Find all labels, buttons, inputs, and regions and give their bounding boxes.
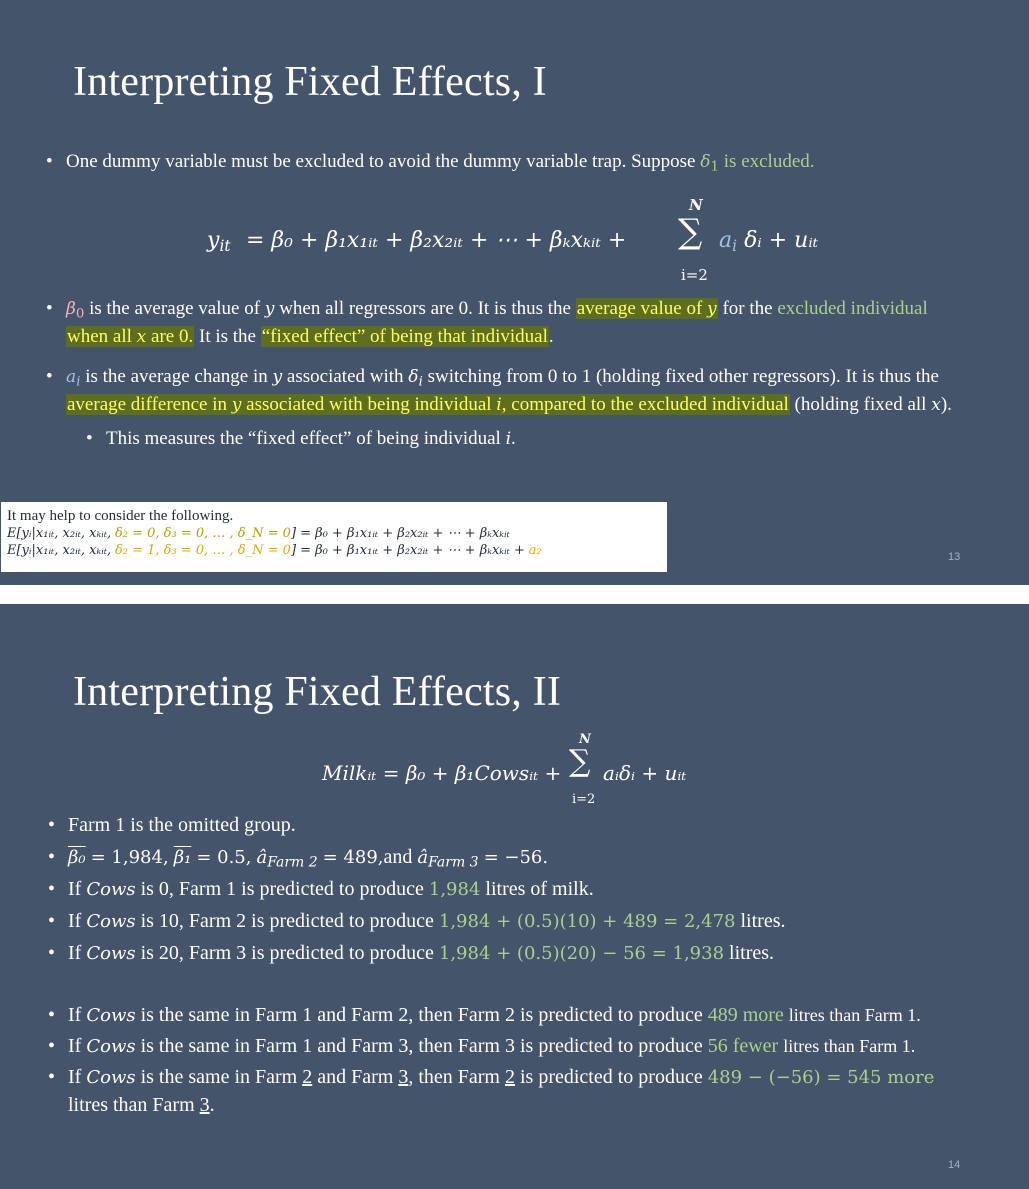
alpha-2: a₂ <box>528 543 542 558</box>
highlight-text: average value of <box>576 298 703 319</box>
alpha-sub: i <box>76 374 81 390</box>
prediction-value: 1,984 <box>428 879 481 900</box>
alpha-symbol: a <box>66 367 77 387</box>
delta-sub: i <box>418 374 423 390</box>
var-cows: Cows <box>86 1067 136 1088</box>
slide-14 <box>0 604 1029 1189</box>
highlight-fixed-effect: “fixed effect” of being that individual <box>261 326 548 347</box>
difference-value: 489 − (−56) = 545 more <box>707 1067 935 1088</box>
eq-lhs: y <box>207 228 220 253</box>
var-i: i <box>505 429 512 449</box>
page-number: 13 <box>948 551 961 563</box>
text: . <box>548 326 554 347</box>
sum-symbol: ∑ <box>569 744 591 779</box>
text: when all regressors are 0. It is thus the <box>279 298 571 319</box>
var-cows: Cows <box>86 1005 136 1026</box>
var-y: y <box>231 395 242 415</box>
bullet-estimates <box>48 842 548 878</box>
text: is 10, Farm 2 is predicted to produce <box>140 910 434 932</box>
bullet-text: One dummy variable must be excluded to avoid the dummy variable trap. Suppose <box>66 151 696 172</box>
prediction-value: 1,984 + (0.5)(20) − 56 = 1,938 <box>438 943 725 964</box>
excluded-individual-text: excluded individual <box>777 298 928 319</box>
beta0-hat: β₀ <box>68 847 86 868</box>
note-intro: It may help to consider the following. <box>7 508 234 524</box>
beta0-sub: 0 <box>75 306 85 322</box>
text: litres. <box>740 910 786 932</box>
var-cows: Cows <box>86 911 136 932</box>
farm-number: 2 <box>302 1066 313 1088</box>
var-cows: Cows <box>86 879 136 900</box>
bullet-dot: • <box>48 1004 56 1026</box>
sum-lower-limit: i=2 <box>681 266 708 284</box>
text: and <box>383 846 413 868</box>
farm-number: 3 <box>398 1066 409 1088</box>
bullet-dot: • <box>48 878 56 900</box>
bullet-dot: • <box>48 846 56 868</box>
text: litres than Farm 1. <box>788 1005 921 1025</box>
bullet-dot: • <box>48 910 56 932</box>
var-cows: Cows <box>86 1036 136 1057</box>
dummy-conditions: δ₂ = 0, δ₃ = 0, … , δ_N = 0 <box>114 526 291 541</box>
value: = 1,984, <box>90 847 169 868</box>
eq-main: Milkᵢₜ = β₀ + β₁Cowsᵢₜ + <box>322 761 562 785</box>
text: litres of milk. <box>485 878 594 900</box>
text: If <box>68 1066 82 1088</box>
bullet-dot: • <box>48 1035 56 1057</box>
sum-upper-limit: N <box>689 196 703 214</box>
text: litres than Farm <box>68 1094 195 1116</box>
note-box <box>0 501 668 573</box>
text: is the same in Farm 1 and Farm 2, then Farm 2 is predicted to produce <box>140 1004 703 1026</box>
text: This measures the “fixed effect” of being individual <box>106 428 501 449</box>
value: = 489, <box>322 847 384 868</box>
text: If <box>68 910 82 932</box>
text: It is the <box>199 326 256 347</box>
bullet-omitted-group <box>48 810 296 840</box>
value: = −56. <box>483 847 549 868</box>
var-x: x <box>931 395 941 415</box>
var-y: y <box>264 299 275 319</box>
bullet-dot: • <box>48 814 56 836</box>
sum-symbol: ∑ <box>678 212 703 252</box>
farm-number: 3 <box>199 1094 210 1116</box>
delta-subscript: 1 <box>710 159 720 175</box>
text: Farm 1 is the omitted group. <box>68 814 296 836</box>
text: litres. <box>729 942 775 964</box>
bullet-dot: • <box>46 151 53 172</box>
var-cows: Cows <box>86 943 136 964</box>
delta-symbol: δ <box>700 152 711 172</box>
text: ). <box>940 394 952 415</box>
alpha-sub: Farm 2 <box>267 854 318 871</box>
text: If <box>68 878 82 900</box>
eq-tail: aᵢδᵢ + uᵢₜ <box>603 761 687 785</box>
sum-lower-limit: i=2 <box>572 792 596 807</box>
var-i: i <box>496 395 502 415</box>
text: is 20, Farm 3 is predicted to produce <box>140 942 434 964</box>
text: and Farm <box>317 1066 394 1088</box>
highlight-text: are 0. <box>151 326 194 347</box>
expectation-rhs: ] = β₀ + β₁x₁ᵢₜ + β₂x₂ᵢₜ + ⋯ + βₖxₖᵢₜ + <box>290 543 525 558</box>
text: is the same in Farm <box>140 1066 298 1088</box>
farm-number: 2 <box>504 1066 515 1088</box>
difference-value: 56 fewer <box>707 1035 779 1057</box>
eq-alpha: a <box>719 228 733 253</box>
bullet-farm1-vs-farm3 <box>48 1031 915 1062</box>
text: If <box>68 942 82 964</box>
slide-title: Interpreting Fixed Effects, I <box>73 59 547 105</box>
var-y: y <box>707 299 717 319</box>
text: . <box>511 428 516 449</box>
alpha-hat: â <box>256 847 268 868</box>
slide-13: Interpreting Fixed Effects, I • One dummy variable must be excluded to avoid the dummy variable trap. Suppose $\delta_1$ is excluded. $y_{it}$ = β₀ + β₁x₁ᵢₜ + β₂x₂ᵢₜ + ⋯ + βₖxₖᵢₜ + N ∑ i=2 $a_i$ δᵢ + uᵢₜ • $\beta_0$ is the average value of y when all regressors are 0. It is thus the average value of y for the excluded individual when all x are 0. It is the “fixed effect” of being that individual. • $a_i$ is the average change in y associated with $\delta_i$ switching from 0 to 1 (holding fixed other regressors). It is thus the average difference in y associated with being individual i, compared to the excluded individual (holding fixed all x). • This measures the “fixed effect” of being individual i. It may help to consider the following. E[yᵢ|x₁ᵢₜ, x₂ᵢₜ, xₖᵢₜ, δ₂ = 0, δ₃ = 0, … , δ_N = 0] = β₀ + β₁x₁ᵢₜ + β₂x₂ᵢₜ + ⋯ + βₖxₖᵢₜ E[yᵢ|x₁ᵢₜ, x₂ᵢₜ, xₖᵢₜ, δ₂ = 1, δ₃ = 0, … , δ_N = 0] = β₀ + β₁x₁ᵢₜ + β₂x₂ᵢₜ + ⋯ + βₖxₖᵢₜ + a₂ 13 <box>0 0 1029 585</box>
bullet-dot: • <box>46 366 53 387</box>
text: If <box>68 1035 82 1057</box>
bullet-farm1-vs-farm2 <box>48 1000 921 1031</box>
bullet-farm2-vs-farm3 <box>48 1062 934 1093</box>
bullet-dot: • <box>86 428 93 449</box>
page-number: 14 <box>948 1159 961 1171</box>
text: is the average value of <box>89 298 261 319</box>
text: , then Farm <box>408 1066 500 1088</box>
expectation-lhs: E[yᵢ|x₁ᵢₜ, x₂ᵢₜ, xₖᵢₜ, <box>7 543 112 558</box>
expectation-rhs: ] = β₀ + β₁x₁ᵢₜ + β₂x₂ᵢₜ + ⋯ + βₖxₖᵢₜ <box>290 526 510 541</box>
excluded-text: is excluded. <box>723 151 815 172</box>
highlight-text: when all <box>67 326 132 347</box>
text: If <box>68 1004 82 1026</box>
dummy-conditions: δ₂ = 1, δ₃ = 0, … , δ_N = 0 <box>114 543 291 558</box>
bullet-dot: • <box>48 942 56 964</box>
var-y: y <box>272 367 283 387</box>
text: is the average change in <box>85 366 268 387</box>
text: for the <box>722 298 773 319</box>
var-x: x <box>136 327 147 347</box>
eq-body: = β₀ + β₁x₁ᵢₜ + β₂x₂ᵢₜ + ⋯ + βₖxₖᵢₜ + <box>246 228 627 253</box>
text: litres than Farm 1. <box>783 1036 916 1056</box>
bullet-farm2-vs-farm3-line2 <box>68 1090 215 1120</box>
note-row-1 <box>7 525 667 542</box>
difference-value: 489 more <box>707 1004 784 1026</box>
highlight-text: , compared to the excluded individual <box>501 394 789 415</box>
bullet-cows-0 <box>48 874 594 905</box>
text: associated with <box>286 366 404 387</box>
text: (holding fixed all <box>794 394 927 415</box>
sum-upper-limit: N <box>579 732 591 747</box>
text: is predicted to produce <box>519 1066 703 1088</box>
note-row-2 <box>7 542 667 559</box>
highlight-text: average difference in <box>67 394 227 415</box>
beta0-symbol: β <box>66 299 76 319</box>
expectation-lhs: E[yᵢ|x₁ᵢₜ, x₂ᵢₜ, xₖᵢₜ, <box>7 526 112 541</box>
eq-lhs-sub: it <box>219 236 231 255</box>
alpha-sub: Farm 3 <box>428 854 479 871</box>
slide-title: Interpreting Fixed Effects, II <box>73 669 562 715</box>
value: = 0.5, <box>196 847 252 868</box>
text: . <box>209 1094 215 1116</box>
text: is the same in Farm 1 and Farm 3, then Farm 3 is predicted to produce <box>140 1035 703 1057</box>
prediction-value: 1,984 + (0.5)(10) + 489 = 2,478 <box>438 911 736 932</box>
highlight-text: associated with being individual <box>246 394 492 415</box>
bullet-cows-10 <box>48 906 786 937</box>
bullet-dot: • <box>46 298 53 319</box>
bullet-cows-20 <box>48 938 774 969</box>
delta-symbol: δ <box>408 367 419 387</box>
beta1-hat: β₁ <box>173 847 192 868</box>
text: switching from 0 to 1 (holding fixed other regressors). It is thus the <box>427 366 939 387</box>
alpha-hat: â <box>417 847 429 868</box>
text: is 0, Farm 1 is predicted to produce <box>140 878 424 900</box>
eq-tail: δᵢ + uᵢₜ <box>744 228 819 253</box>
bullet-dot: • <box>48 1066 56 1088</box>
